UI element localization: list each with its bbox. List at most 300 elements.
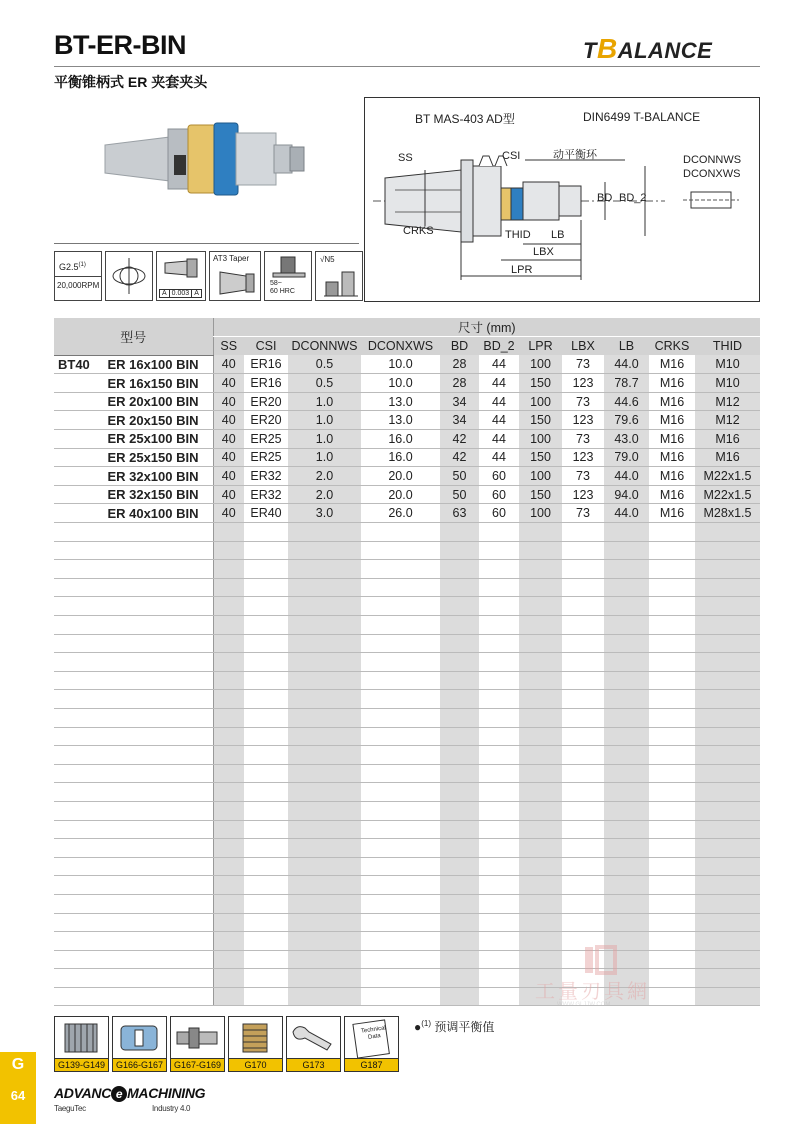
model-cell [54, 708, 213, 727]
icon-rule [54, 243, 359, 244]
model-cell [54, 671, 213, 690]
model-name: ER 32x100 BIN [107, 468, 199, 484]
advance-machining-logo [54, 1085, 206, 1113]
cell-dconxws [361, 801, 440, 820]
cell-bd-2 [479, 653, 519, 672]
cell-dconxws [361, 708, 440, 727]
cell-dconxws [361, 690, 440, 709]
cell-dconnws [288, 597, 361, 616]
cell-thid [695, 969, 760, 988]
model-cell [54, 467, 213, 486]
cell-thid [695, 578, 760, 597]
table-row [54, 616, 760, 635]
cell-lbx: 123 [562, 411, 604, 430]
section-letter: G [11, 1056, 25, 1073]
cell-crks: M16 [649, 411, 695, 430]
cell-lbx: 123 [562, 448, 604, 467]
cell-ss [213, 857, 244, 876]
drawing-din: DIN6499 T-BALANCE [583, 110, 701, 124]
cell-lpr [519, 857, 562, 876]
cell-crks: M16 [649, 355, 695, 374]
cell-dconnws [288, 894, 361, 913]
cell-csi [244, 913, 288, 932]
model-cell [54, 430, 213, 449]
model-cell [54, 727, 213, 746]
cell-thid [695, 708, 760, 727]
cell-ss [213, 913, 244, 932]
balance-grade-sup: (1) [78, 262, 86, 268]
cell-lpr: 100 [519, 467, 562, 486]
cell-bd: 34 [440, 392, 479, 411]
cell-csi [244, 634, 288, 653]
table-row [54, 504, 760, 523]
cell-thid [695, 690, 760, 709]
model-header: 型号 [54, 318, 213, 355]
brand-rest: ALANCE [617, 38, 713, 63]
dimension-table [54, 318, 760, 1006]
model-cell [54, 355, 213, 374]
cell-dconnws [288, 764, 361, 783]
cell-csi [244, 597, 288, 616]
cell-crks [649, 913, 695, 932]
table-row [54, 820, 760, 839]
cell-bd-2: 60 [479, 485, 519, 504]
cell-lb [604, 746, 649, 765]
cell-crks: M16 [649, 504, 695, 523]
cell-dconnws [288, 541, 361, 560]
table-row [54, 411, 760, 430]
cell-dconxws [361, 913, 440, 932]
model-name: ER 16x100 BIN [107, 356, 199, 372]
cell-dconxws: 26.0 [361, 504, 440, 523]
cell-dconxws: 20.0 [361, 485, 440, 504]
cell-lpr [519, 801, 562, 820]
ref-label: G187 [345, 1058, 398, 1071]
cell-csi: ER40 [244, 504, 288, 523]
cell-bd [440, 783, 479, 802]
cell-bd-2 [479, 969, 519, 988]
ref-wrench[interactable] [286, 1016, 341, 1072]
cell-thid [695, 801, 760, 820]
cell-thid [695, 746, 760, 765]
cell-lpr [519, 876, 562, 895]
cell-lpr [519, 616, 562, 635]
cell-thid: M10 [695, 374, 760, 393]
logo-company: TaeguTec [54, 1104, 86, 1113]
model-cell [54, 523, 213, 542]
logo-e-icon: e [111, 1086, 127, 1102]
cell-thid: M12 [695, 411, 760, 430]
cell-bd [440, 857, 479, 876]
cell-thid: M22x1.5 [695, 485, 760, 504]
cell-ss [213, 876, 244, 895]
cell-lb [604, 913, 649, 932]
cell-lpr [519, 634, 562, 653]
cell-bd: 34 [440, 411, 479, 430]
cell-bd-2 [479, 616, 519, 635]
model-cell [54, 653, 213, 672]
cell-bd-2 [479, 690, 519, 709]
model-name: ER 40x100 BIN [107, 505, 199, 521]
accessory-refs [54, 1016, 399, 1072]
cell-csi [244, 969, 288, 988]
cell-lb [604, 541, 649, 560]
ref-label: G167-G169 [171, 1058, 224, 1071]
cell-crks [649, 616, 695, 635]
cell-ss [213, 597, 244, 616]
cell-dconxws [361, 894, 440, 913]
model-name: ER 20x150 BIN [107, 412, 199, 428]
label-lb: LB [551, 229, 565, 241]
cell-bd [440, 616, 479, 635]
cell-lbx [562, 671, 604, 690]
ref-label: G173 [287, 1058, 340, 1071]
cell-bd-2 [479, 839, 519, 858]
cell-ss [213, 560, 244, 579]
cell-csi [244, 578, 288, 597]
cell-lb [604, 876, 649, 895]
cell-lpr [519, 708, 562, 727]
cell-lb [604, 727, 649, 746]
cell-lb [604, 801, 649, 820]
runout-datum-a: A [160, 290, 170, 297]
cell-bd-2: 60 [479, 504, 519, 523]
cell-dconnws [288, 839, 361, 858]
series-label: BT40 [58, 356, 90, 372]
table-row [54, 355, 760, 374]
cell-dconxws [361, 820, 440, 839]
cell-ss [213, 820, 244, 839]
label-bd: BD [597, 192, 613, 204]
cell-lpr: 100 [519, 392, 562, 411]
table-row [54, 485, 760, 504]
cell-csi: ER16 [244, 374, 288, 393]
cell-lbx: 73 [562, 504, 604, 523]
cell-ss: 40 [213, 430, 244, 449]
cell-lbx [562, 894, 604, 913]
cell-dconxws: 10.0 [361, 355, 440, 374]
cell-lbx [562, 616, 604, 635]
cell-lbx [562, 801, 604, 820]
cell-dconnws [288, 690, 361, 709]
watermark-text: 工量刃具網 [535, 981, 650, 1003]
cell-lb [604, 894, 649, 913]
cell-csi [244, 727, 288, 746]
cell-lbx [562, 653, 604, 672]
balance-grade-box [54, 251, 102, 301]
cell-bd-2 [479, 727, 519, 746]
logo-machining: MACHINING [127, 1085, 206, 1101]
cell-dconnws [288, 578, 361, 597]
cell-csi [244, 894, 288, 913]
cell-bd [440, 671, 479, 690]
cell-lpr: 150 [519, 374, 562, 393]
cell-lb [604, 764, 649, 783]
watermark [535, 945, 675, 1008]
cell-lpr: 150 [519, 448, 562, 467]
cell-csi [244, 560, 288, 579]
table-row [54, 430, 760, 449]
cell-thid: M16 [695, 430, 760, 449]
cell-bd [440, 523, 479, 542]
table-row [54, 857, 760, 876]
table-row [54, 597, 760, 616]
nut-icon [113, 1018, 166, 1063]
cell-bd: 28 [440, 374, 479, 393]
cell-lb: 79.6 [604, 411, 649, 430]
model-cell [54, 541, 213, 560]
label-ss: SS [398, 152, 413, 164]
cell-crks [649, 820, 695, 839]
model-cell [54, 746, 213, 765]
cell-lpr [519, 578, 562, 597]
model-cell [54, 857, 213, 876]
cell-ss: 40 [213, 485, 244, 504]
cell-bd-2 [479, 894, 519, 913]
cell-bd-2 [479, 597, 519, 616]
label-lpr: LPR [511, 264, 533, 276]
column-header-bd-2: BD_2 [479, 337, 519, 356]
column-header-dconxws: DCONXWS [361, 337, 440, 356]
cell-lbx: 123 [562, 374, 604, 393]
cell-bd: 42 [440, 430, 479, 449]
cell-dconxws: 13.0 [361, 392, 440, 411]
model-cell [54, 932, 213, 951]
cell-lpr [519, 560, 562, 579]
cell-crks [649, 541, 695, 560]
cell-bd: 28 [440, 355, 479, 374]
cell-bd: 42 [440, 448, 479, 467]
brand-b: B [596, 33, 618, 64]
cell-csi [244, 820, 288, 839]
table-row [54, 839, 760, 858]
cell-bd [440, 746, 479, 765]
cell-dconxws [361, 671, 440, 690]
cell-crks [649, 560, 695, 579]
footnote-sup: (1) [421, 1019, 432, 1028]
cell-bd [440, 820, 479, 839]
column-header-lpr: LPR [519, 337, 562, 356]
logo-advance: ADVANC [54, 1085, 112, 1101]
table-row [54, 801, 760, 820]
table-row [54, 764, 760, 783]
cell-dconxws: 20.0 [361, 467, 440, 486]
cell-csi: ER32 [244, 467, 288, 486]
cell-dconnws: 1.0 [288, 448, 361, 467]
drawing-standard: BT MAS-403 AD型 [415, 112, 515, 126]
cell-lpr [519, 839, 562, 858]
cell-bd-2: 44 [479, 355, 519, 374]
cell-lb [604, 616, 649, 635]
cell-thid [695, 894, 760, 913]
cell-dconxws [361, 764, 440, 783]
cell-dconnws [288, 671, 361, 690]
cell-ss: 40 [213, 448, 244, 467]
cell-bd-2 [479, 541, 519, 560]
cell-bd-2 [479, 523, 519, 542]
table-row [54, 746, 760, 765]
table-row [54, 876, 760, 895]
cell-ss [213, 839, 244, 858]
cell-lpr: 100 [519, 504, 562, 523]
cell-bd-2 [479, 634, 519, 653]
cell-ss [213, 671, 244, 690]
cell-crks [649, 783, 695, 802]
cell-dconnws [288, 950, 361, 969]
cell-lbx [562, 597, 604, 616]
cell-lbx: 73 [562, 430, 604, 449]
cell-dconxws [361, 634, 440, 653]
cell-dconxws [361, 987, 440, 1006]
stop-screw-icon [229, 1018, 282, 1063]
cell-ss: 40 [213, 374, 244, 393]
cell-ss: 40 [213, 467, 244, 486]
tech-data-text: Technical Data [360, 1025, 387, 1041]
cell-thid [695, 876, 760, 895]
cell-lb [604, 671, 649, 690]
cell-bd-2 [479, 913, 519, 932]
cell-thid [695, 913, 760, 932]
wrench-icon [287, 1018, 340, 1063]
cell-ss: 40 [213, 355, 244, 374]
cell-lb: 44.6 [604, 392, 649, 411]
cell-csi [244, 671, 288, 690]
model-name: ER 20x100 BIN [107, 394, 199, 410]
cell-lpr [519, 690, 562, 709]
cell-csi [244, 616, 288, 635]
ref-technical-data[interactable] [344, 1016, 399, 1072]
cell-lpr [519, 764, 562, 783]
cell-bd-2 [479, 932, 519, 951]
cell-lpr: 150 [519, 411, 562, 430]
cell-crks [649, 894, 695, 913]
cell-thid [695, 653, 760, 672]
cell-dconxws [361, 523, 440, 542]
cell-dconnws [288, 987, 361, 1006]
cell-lpr: 100 [519, 355, 562, 374]
model-cell [54, 374, 213, 393]
model-cell [54, 616, 213, 635]
model-cell [54, 987, 213, 1006]
cell-thid: M28x1.5 [695, 504, 760, 523]
cell-dconxws [361, 746, 440, 765]
label-dconxws: DCONXWS [683, 168, 741, 180]
cell-bd [440, 969, 479, 988]
cell-ss [213, 894, 244, 913]
cell-lb [604, 653, 649, 672]
cell-bd [440, 541, 479, 560]
cell-bd-2 [479, 857, 519, 876]
cell-dconnws [288, 708, 361, 727]
cell-bd: 50 [440, 485, 479, 504]
cell-bd [440, 987, 479, 1006]
model-cell [54, 690, 213, 709]
cell-bd [440, 913, 479, 932]
cell-lbx [562, 764, 604, 783]
cell-ss [213, 616, 244, 635]
column-header-dconnws: DCONNWS [288, 337, 361, 356]
table-row [54, 523, 760, 542]
finish-box [315, 251, 363, 301]
cell-crks [649, 727, 695, 746]
model-cell [54, 597, 213, 616]
cell-ss [213, 541, 244, 560]
cell-crks [649, 801, 695, 820]
cell-bd: 63 [440, 504, 479, 523]
cell-dconnws: 0.5 [288, 374, 361, 393]
cell-csi [244, 801, 288, 820]
cell-csi: ER16 [244, 355, 288, 374]
cell-crks [649, 708, 695, 727]
cell-bd [440, 653, 479, 672]
cell-bd: 50 [440, 467, 479, 486]
column-header-lb: LB [604, 337, 649, 356]
cell-lb [604, 839, 649, 858]
model-cell [54, 783, 213, 802]
cell-crks: M16 [649, 430, 695, 449]
cell-bd [440, 932, 479, 951]
cell-crks [649, 671, 695, 690]
cell-lb [604, 708, 649, 727]
cell-dconxws: 13.0 [361, 411, 440, 430]
cell-dconxws: 10.0 [361, 374, 440, 393]
cell-lpr [519, 597, 562, 616]
cell-thid [695, 783, 760, 802]
cell-dconxws [361, 857, 440, 876]
cell-crks [649, 746, 695, 765]
column-header-ss: SS [213, 337, 244, 356]
ref-collet[interactable] [54, 1016, 109, 1072]
cell-bd-2 [479, 987, 519, 1006]
table-row [54, 653, 760, 672]
table-row [54, 560, 760, 579]
ref-nut[interactable] [112, 1016, 167, 1072]
finish-value: √N5 [320, 255, 335, 264]
table-row [54, 374, 760, 393]
cell-dconnws: 1.0 [288, 430, 361, 449]
cell-lb [604, 634, 649, 653]
cell-csi [244, 932, 288, 951]
cell-lpr [519, 671, 562, 690]
cell-ss: 40 [213, 411, 244, 430]
model-name: ER 25x150 BIN [107, 449, 199, 465]
cell-bd-2 [479, 708, 519, 727]
cell-dconxws [361, 950, 440, 969]
cell-crks [649, 690, 695, 709]
ref-pull-stud[interactable] [170, 1016, 225, 1072]
cell-thid [695, 597, 760, 616]
cell-csi [244, 764, 288, 783]
table-row [54, 690, 760, 709]
cell-bd-2: 44 [479, 430, 519, 449]
cell-thid [695, 541, 760, 560]
cell-bd-2: 60 [479, 467, 519, 486]
cell-csi [244, 783, 288, 802]
cell-csi [244, 690, 288, 709]
cell-csi [244, 839, 288, 858]
balance-grade: G2.5 [59, 262, 79, 272]
cell-dconxws [361, 597, 440, 616]
model-cell [54, 485, 213, 504]
ref-stop-screw[interactable] [228, 1016, 283, 1072]
cell-lpr [519, 541, 562, 560]
tbalance-logo [583, 33, 712, 65]
cell-crks: M16 [649, 392, 695, 411]
cell-thid [695, 523, 760, 542]
label-dconnws: DCONNWS [683, 154, 742, 166]
hardness-top: 58~ [270, 280, 282, 287]
cell-dconxws: 16.0 [361, 448, 440, 467]
